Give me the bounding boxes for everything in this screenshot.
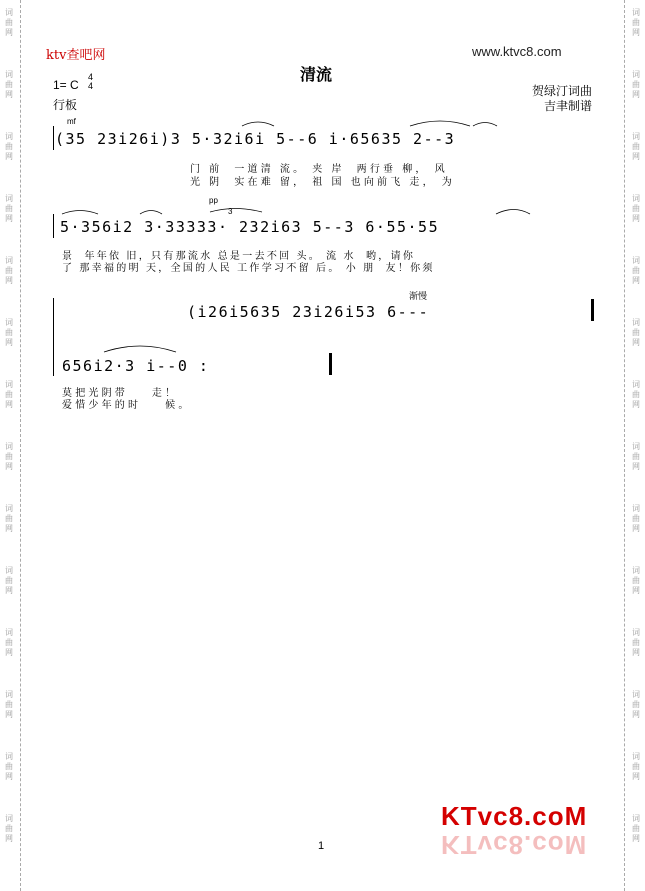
slur [496, 210, 530, 215]
watermark-glyph: 曲 [5, 762, 13, 771]
watermark-glyph: 曲 [632, 700, 640, 709]
watermark-glyph: 词 [632, 442, 640, 451]
site-name-left[interactable]: ktv查吧网 [46, 48, 106, 63]
watermark-glyph: 词 [632, 132, 640, 141]
watermark-glyph: 曲 [632, 328, 640, 337]
watermark-glyph: 网 [632, 152, 640, 161]
watermark-glyph: 曲 [5, 204, 13, 213]
slur [104, 346, 176, 352]
lyricist-credit: 贺绿汀词曲 [531, 84, 592, 98]
watermark-glyph: 词 [5, 442, 13, 451]
watermark-glyph: 词 [632, 814, 640, 823]
watermark-glyph: 曲 [5, 700, 13, 709]
slur [473, 123, 497, 127]
watermark-glyph: 词 [5, 132, 13, 141]
watermark-glyph: 网 [5, 214, 13, 223]
watermark-glyph: 曲 [5, 80, 13, 89]
watermark-glyph: 词 [632, 690, 640, 699]
tempo-marking: 行板 [53, 98, 78, 112]
time-signature-top: 4 [88, 72, 94, 82]
lyrics-line-1-verse-2: 光 阴 实在难 留， 祖 国 也向前飞 走， 为 [190, 177, 456, 188]
watermark-glyph: 曲 [632, 80, 640, 89]
watermark-glyph: 曲 [632, 390, 640, 399]
watermark-glyph: 词 [5, 380, 13, 389]
song-title: 清流 [300, 67, 333, 84]
watermark-glyph: 曲 [632, 824, 640, 833]
watermark-glyph: 网 [632, 400, 640, 409]
watermark-glyph: 网 [5, 338, 13, 347]
slur [140, 211, 162, 215]
slur [410, 121, 470, 126]
lyrics-line-2-verse-2: 了 那幸福的明 天，全国的人民 工作学习不留 后。 小 朋 友！你须 [62, 263, 435, 274]
watermark-glyph: 词 [632, 256, 640, 265]
watermark-glyph: 网 [5, 276, 13, 285]
watermark-glyph: 词 [5, 814, 13, 823]
watermark-glyph: 网 [632, 834, 640, 843]
watermark-glyph: 网 [5, 834, 13, 843]
lyrics-line-4-verse-1: 莫把光阴带 走！ [62, 388, 179, 399]
watermark-glyph: 曲 [5, 18, 13, 27]
watermark-glyph: 网 [632, 772, 640, 781]
watermark-glyph: 曲 [5, 514, 13, 523]
watermark-glyph: 网 [632, 710, 640, 719]
watermark-glyph: 词 [5, 194, 13, 203]
watermark-glyph: 曲 [632, 514, 640, 523]
site-logo-reflection: KTvc8.coM [441, 830, 588, 860]
watermark-glyph: 词 [632, 318, 640, 327]
watermark-glyph: 网 [632, 276, 640, 285]
watermark-glyph: 网 [5, 28, 13, 37]
watermark-glyph: 词 [5, 566, 13, 575]
watermark-glyph: 曲 [632, 576, 640, 585]
watermark-glyph: 词 [632, 752, 640, 761]
lyrics-line-1-verse-1: 门 前 一道清 流。 夹 岸 两行垂 柳， 风 [190, 164, 448, 175]
score-line-3: (i26i5635 23i26i53 6--- [187, 303, 430, 321]
watermark-glyph: 网 [5, 648, 13, 657]
watermark-glyph: 词 [632, 194, 640, 203]
dynamic-pp: pp [209, 196, 218, 205]
site-logo[interactable]: KTvc8.coM [441, 801, 588, 831]
score-line-2: 5·356i2 3·33333· 232i63 5--3 6·55·55 [60, 218, 440, 236]
page-number: 1 [318, 840, 325, 852]
watermark-glyph: 网 [5, 90, 13, 99]
watermark-glyph: 词 [5, 628, 13, 637]
watermark-glyph: 词 [632, 504, 640, 513]
slur [242, 122, 274, 126]
watermark-glyph: 词 [5, 318, 13, 327]
watermark-glyph: 网 [632, 524, 640, 533]
watermark-glyph: 网 [632, 214, 640, 223]
watermark-glyph: 曲 [5, 266, 13, 275]
watermark-glyph: 词 [5, 256, 13, 265]
watermark-glyph: 网 [632, 90, 640, 99]
arranger-credit: 吉聿制谱 [543, 99, 592, 113]
slur [62, 211, 98, 215]
watermark-glyph: 曲 [5, 390, 13, 399]
slur [210, 209, 262, 213]
watermark-glyph: 网 [5, 586, 13, 595]
watermark-glyph: 词 [632, 380, 640, 389]
watermark-glyph: 词 [5, 504, 13, 513]
watermark-glyph: 网 [5, 710, 13, 719]
score-line-1: (35 23i26i)3 5·32i6i 5--6 i·65635 2--3 [55, 130, 456, 148]
watermark-glyph: 词 [632, 8, 640, 17]
watermark-glyph: 网 [632, 28, 640, 37]
watermark-glyph: 网 [5, 400, 13, 409]
watermark-glyph: 曲 [632, 204, 640, 213]
watermark-glyph: 曲 [5, 328, 13, 337]
watermark-glyph: 网 [632, 586, 640, 595]
key-signature: 1= C [53, 78, 79, 92]
watermark-glyph: 曲 [5, 142, 13, 151]
watermark-glyph: 词 [632, 628, 640, 637]
ritardando-mark: 渐慢 [409, 291, 428, 301]
watermark-glyph: 词 [5, 70, 13, 79]
site-url-right[interactable]: www.ktvc8.com [472, 44, 562, 59]
watermark-glyph: 词 [632, 70, 640, 79]
watermark-glyph: 网 [5, 462, 13, 471]
watermark-glyph: 网 [632, 338, 640, 347]
triplet-mark: 3 [228, 207, 233, 216]
watermark-glyph: 词 [5, 8, 13, 17]
score-line-4: 656i2·3 i--0 : [62, 357, 210, 375]
watermark-glyph: 网 [632, 462, 640, 471]
watermark-glyph: 网 [5, 772, 13, 781]
watermark-glyph: 曲 [5, 576, 13, 585]
watermark-glyph: 曲 [632, 762, 640, 771]
watermark-glyph: 曲 [5, 638, 13, 647]
watermark-glyph: 网 [5, 524, 13, 533]
dynamic-mf: mf [67, 117, 76, 126]
time-signature-bottom: 4 [88, 81, 94, 91]
watermark-glyph: 曲 [5, 452, 13, 461]
watermark-glyph: 网 [5, 152, 13, 161]
lyrics-line-2-verse-1: 景 年年依 旧，只有那流水 总是一去不回 头。 流 水 哟，请你 [62, 251, 416, 262]
watermark-glyph: 词 [5, 690, 13, 699]
watermark-glyph: 曲 [5, 824, 13, 833]
watermark-glyph: 曲 [632, 452, 640, 461]
watermark-glyph: 词 [632, 566, 640, 575]
watermark-glyph: 网 [632, 648, 640, 657]
watermark-glyph: 曲 [632, 18, 640, 27]
watermark-glyph: 曲 [632, 142, 640, 151]
watermark-glyph: 词 [5, 752, 13, 761]
lyrics-line-4-verse-2: 爱惜少年的时 候。 [62, 400, 192, 411]
watermark-glyph: 曲 [632, 638, 640, 647]
watermark-glyph: 曲 [632, 266, 640, 275]
